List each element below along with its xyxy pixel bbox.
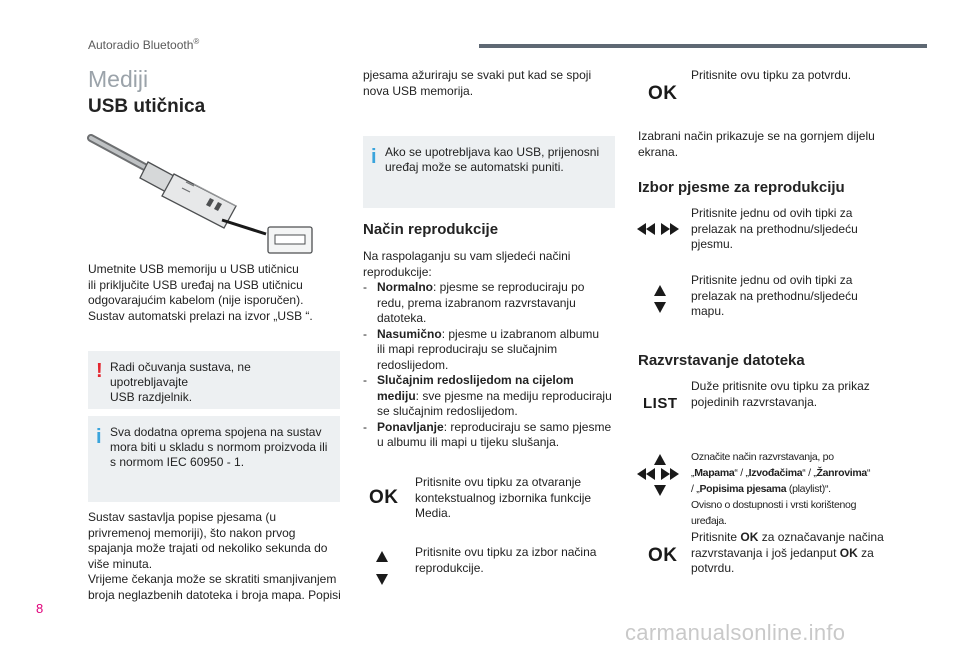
navigation-cross[interactable] xyxy=(637,454,683,496)
arrow-down-icon[interactable] xyxy=(654,302,666,313)
ok-sort-description: Pritisnite OK za označavanje načina razvrstavanja i još jedanput OK za potvrdu. xyxy=(691,530,884,575)
mode-normal: - Normalno: pjesme se reproduciraju po redu, prema izabranom razvrstavanju datoteka. xyxy=(363,280,618,327)
up-down-buttons[interactable] xyxy=(376,551,390,587)
info-note-charging: i Ako se upotrebljava kao USB, prijenosni uređaj može se automatski puniti. xyxy=(363,136,615,208)
playlist-paragraph: Sustav sastavlja popise pjesama (u privremenoj memoriji), što nakon prvog spajanja može trajati od nekoliko sekunda do više minuta. Vrijeme čekanja može se skratiti smanjivanjem broja neglazbenih datoteka i broja mapa. Popisi xyxy=(88,510,341,602)
selected-mode-note: Izabrani način prikazuje se na gornjem dijelu ekrana. xyxy=(638,129,875,159)
warning-note: ! Radi očuvanja sustava, ne upotrebljavajte USB razdjelnik. xyxy=(88,351,340,409)
watermark: carmanualsonline.info xyxy=(625,620,846,645)
ok-button[interactable]: OK xyxy=(648,83,678,104)
previous-track-icon[interactable] xyxy=(646,223,655,235)
section-title: Mediji xyxy=(88,66,149,92)
warning-icon: ! xyxy=(96,360,103,382)
ok-confirm-description: Pritisnite ovu tipku za potvrdu. xyxy=(691,68,852,82)
usb-heading: USB utičnica xyxy=(88,96,206,117)
usb-intro: Umetnite USB memoriju u USB utičnicu ili priključite USB uređaj na USB utičnicu odgovarajućim kabelom (nije isporučen). Sustav automatski prelazi na izvor „USB “. xyxy=(88,262,313,323)
folder-description: Pritisnite jednu od ovih tipki za prelazak na prethodnu/sljedeću mapu. xyxy=(691,273,858,318)
usb-illustration xyxy=(86,134,318,256)
arrow-up-icon[interactable] xyxy=(654,454,666,465)
playback-mode-heading: Način reprodukcije xyxy=(363,221,499,238)
ok-button[interactable]: OK xyxy=(369,487,399,508)
list-button[interactable]: LIST xyxy=(643,395,678,412)
playback-modes: Na raspolaganju su vam sljedeći načini reprodukcije: - Normalno: pjesme se reproduciraju po redu, prema izabranom razvrstavanju datoteka. - Nasumično: pjesme u izabranom albumu ili mapi reproduciraju se slučajnim redoslijedom. - Slučajnim redoslijedom na cijelom mediju: sve pjesme na mediju reproduciraju se slučajnim redoslijedom. - Ponavljanje: reproduciraju se samo pjesme u albumu ili mapi u tijeku slušanja. xyxy=(363,249,618,451)
mode-random-all: - Slučajnim redoslijedom na cijelom mediju: sve pjesme na mediju reproduciraju se slučajnim redoslijedom. xyxy=(363,373,618,420)
track-selection-heading: Izbor pjesme za reprodukciju xyxy=(638,179,845,196)
arrow-right-icon[interactable] xyxy=(661,468,670,480)
sorting-heading: Razvrstavanje datoteka xyxy=(638,352,805,369)
info-icon: i xyxy=(96,426,102,448)
prev-next-buttons[interactable] xyxy=(637,223,683,237)
page-number: 8 xyxy=(36,601,44,616)
playlist-continued: pjesama ažuriraju se svaki put kad se spoji nova USB memorija. xyxy=(363,68,592,98)
arrow-down-icon[interactable] xyxy=(376,574,388,585)
folder-up-down-buttons[interactable] xyxy=(654,285,668,321)
arrow-left-icon[interactable] xyxy=(646,468,655,480)
arrow-up-icon[interactable] xyxy=(654,285,666,296)
next-track-icon[interactable] xyxy=(661,223,670,235)
arrow-down-icon[interactable] xyxy=(654,485,666,496)
updown-description: Pritisnite ovu tipku za izbor načina reprodukcije. xyxy=(415,545,597,575)
sorting-navigation-description: Označite način razvrstavanja, po „Mapama“ / „Izvođačima“ / „Žanrovima“ / „Popisima pjesama (playlist)“. Ovisno o dostupnosti i vrsti korištenog uređaja. xyxy=(691,451,871,527)
prev-next-description: Pritisnite jednu od ovih tipki za prelazak na prethodnu/sljedeću pjesmu. xyxy=(691,206,858,251)
info-note-accessories: i Sva dodatna oprema spojena na sustav mora biti u skladu s normom proizvoda ili s normom IEC 60950 - 1. xyxy=(88,416,340,502)
mode-repeat: - Ponavljanje: reproduciraju se samo pjesme u albumu ili mapi u tijeku slušanja. xyxy=(363,420,618,451)
mode-random: - Nasumično: pjesme u izabranom albumu ili mapi reproduciraju se slučajnim redoslijedom. xyxy=(363,327,618,374)
list-description: Duže pritisnite ovu tipku za prikaz pojedinih razvrstavanja. xyxy=(691,379,870,409)
header-bar xyxy=(479,44,927,48)
ok-description: Pritisnite ovu tipku za otvaranje kontekstualnog izbornika funkcije Media. xyxy=(415,475,592,520)
info-icon: i xyxy=(371,146,377,168)
ok-button[interactable]: OK xyxy=(648,545,678,566)
running-header: Autoradio Bluetooth® xyxy=(88,37,200,52)
arrow-up-icon[interactable] xyxy=(376,551,388,562)
